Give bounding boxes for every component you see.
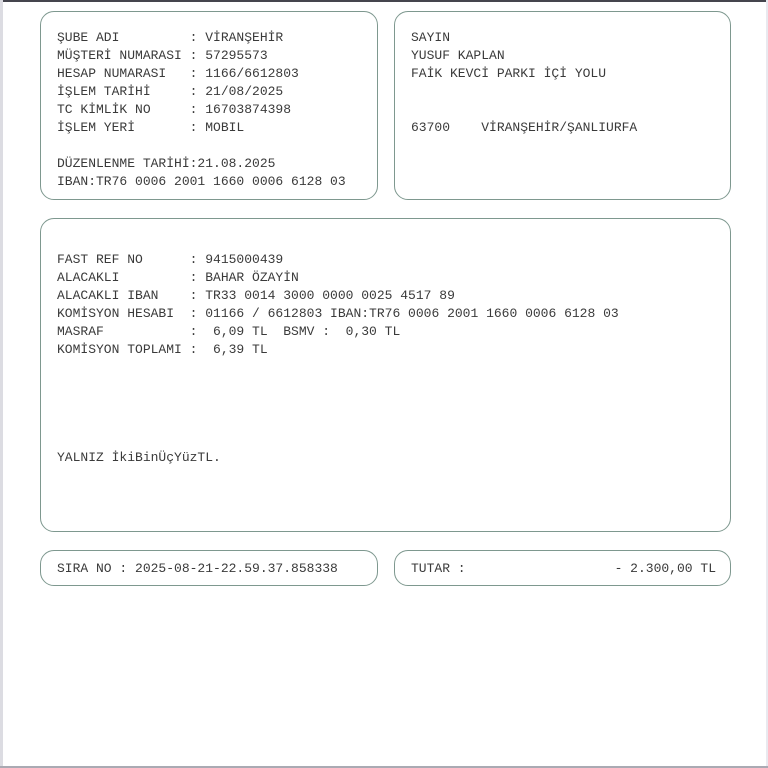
blank-line [411,101,720,119]
branch-name-line: ŞUBE ADI : VİRANŞEHİR [57,30,284,45]
blank-line [411,83,720,101]
creditor-name-line: ALACAKLI : BAHAR ÖZAYİN [57,270,299,285]
sender-iban-line: IBAN:TR76 0006 2001 1660 0006 6128 03 [57,174,346,189]
salutation-line: SAYIN [411,30,451,45]
transaction-date-line: İŞLEM TARİHİ : 21/08/2025 [57,84,284,99]
branch-account-info-box [40,11,378,200]
recipient-name-line: YUSUF KAPLAN [411,48,505,63]
transaction-detail-box [40,218,731,532]
recipient-city-line: 63700 VİRANŞEHİR/ŞANLIURFA [411,120,638,135]
sequence-no-line: SIRA NO : 2025-08-21-22.59.37.858338 [57,561,338,576]
fast-ref-no-line: FAST REF NO : 9415000439 [57,252,284,267]
amount-value: - 2.300,00 TL [614,561,716,576]
customer-number-line: MÜŞTERİ NUMARASI : 57295573 [57,48,268,63]
page-left-edge-strip [0,0,3,768]
sequence-no-box [40,550,378,586]
creditor-iban-line: ALACAKLI IBAN : TR33 0014 3000 0000 0025 4517 89 [57,288,455,303]
page-top-edge-line [0,0,768,2]
amount-in-words-line: YALNIZ İkiBinÜçYüzTL. [57,450,221,465]
amount-label: TUTAR : [411,561,466,576]
tc-id-number-line: TC KİMLİK NO : 16703874398 [57,102,292,117]
blank-line [57,137,367,155]
commission-total-line: KOMİSYON TOPLAMI : 6,39 TL [57,342,268,357]
account-number-line: HESAP NUMARASI : 1166/6612803 [57,66,299,81]
transaction-place-line: İŞLEM YERİ : MOBIL [57,120,245,135]
recipient-info-box [394,11,731,200]
commission-account-line: KOMİSYON HESABI : 01166 / 6612803 IBAN:TR76 0006 2001 1660 0006 6128 03 [57,306,619,321]
fee-bsmv-line: MASRAF : 6,09 TL BSMV : 0,30 TL [57,324,401,339]
recipient-address-line: FAİK KEVCİ PARKI İÇİ YOLU [411,66,607,81]
amount-box [394,550,731,586]
issue-date-line: DÜZENLENME TARİHİ:21.08.2025 [57,156,276,171]
